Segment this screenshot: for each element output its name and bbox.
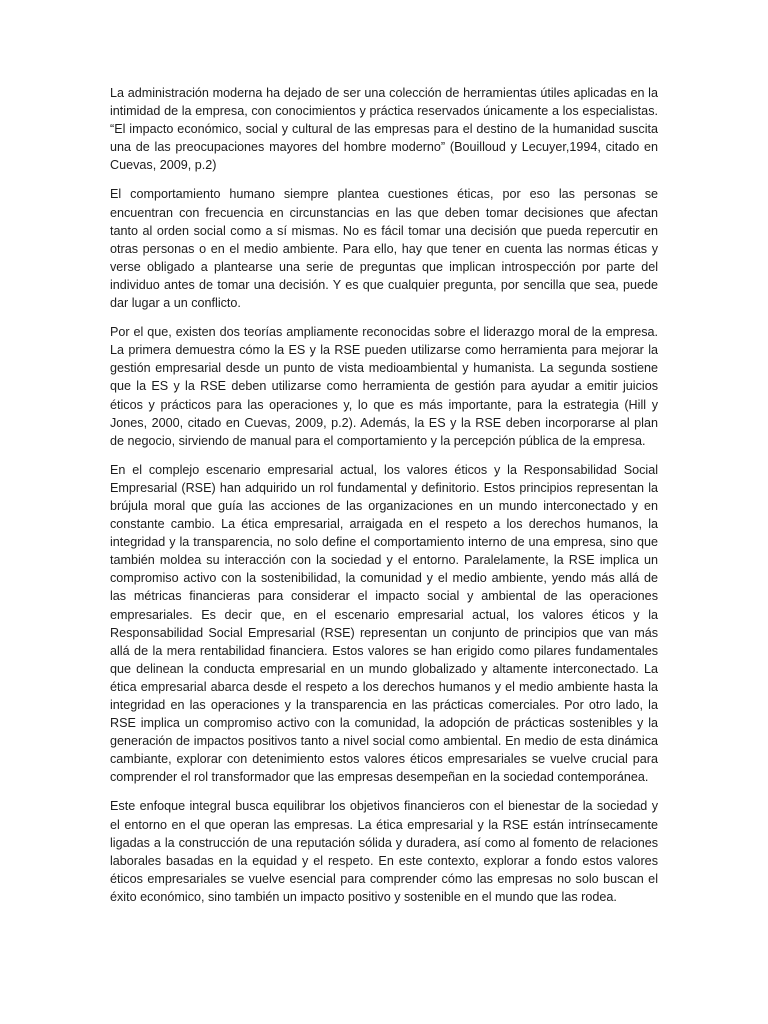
paragraph-human-behavior: El comportamiento humano siempre plantea cuestiones éticas, por eso las personas se encuentran con frecuencia en circunstancias en las que deben tomar decisiones que afectan tanto al orden social como a sí mismas. No es fácil tomar una decisión que pueda repercutir en otras personas o en el medio ambiente. Para ello, hay que tener en cuenta las normas éticas y verse obligado a plantearse una serie de preguntas que implican introspección por parte del individuo antes de tomar una decisión. Y es que cualquier pregunta, por sencilla que sea, puede dar lugar a un conflicto. — [110, 187, 658, 311]
paragraph-integral-approach: Este enfoque integral busca equilibrar los objetivos financieros con el bienestar de la sociedad y el entorno en el que operan las empresas. La ética empresarial y la RSE están intrínsecamente ligadas a la construcción de una reputación sólida y duradera, así como al fomento de relaciones laborales basadas en la equidad y el respeto. En este contexto, explorar a fondo estos valores éticos empresariales se vuelve esencial para comprender cómo las empresas no solo buscan el éxito económico, sino también un impacto positivo y sostenible en el mundo que las rodea. — [110, 799, 658, 904]
paragraph-moral-leadership: Por el que, existen dos teorías ampliamente reconocidas sobre el liderazgo moral de la empresa. La primera demuestra cómo la ES y la RSE pueden utilizarse como herramienta para mejorar la gestión empresarial desde un punto de vista medioambiental y humanista. La segunda sostiene que la ES y la RSE deben utilizarse como herramienta de gestión para ayudar a emitir juicios éticos y prácticos para las operaciones y, lo que es más importante, para la estrategia (Hill y Jones, 2000, citado en Cuevas, 2009, p.2). Además, la ES y la RSE deben incorporarse al plan de negocio, sirviendo de manual para el comportamiento y la percepción pública de la empresa. — [110, 325, 658, 448]
paragraph-ethical-values-csr: En el complejo escenario empresarial actual, los valores éticos y la Responsabilidad Social Empresarial (RSE) han adquirido un rol fundamental y definitorio. Estos principios representan la brújula moral que guía las acciones de las organizaciones en un mundo interconectado y en constante cambio. La ética empresarial, arraigada en el respeto a los derechos humanos, la integridad y la transparencia, no solo define el comportamiento interno de una empresa, sino que también moldea su interacción con la sociedad y el entorno. Paralelamente, la RSE implica un compromiso activo con la sostenibilidad, la comunidad y el medio ambiente, yendo más allá de las métricas financieras para considerar el impacto social y ambiental de las operaciones empresariales. Es decir que, en el escenario empresarial actual, los valores éticos y la Responsabilidad Social Empresarial (RSE) representan un conjunto de principios que van más allá de la mera rentabilidad financiera. Estos valores se han erigido como pilares fundamentales que delinean la conducta empresarial en un mundo globalizado y altamente interconectado. La ética empresarial abarca desde el respeto a los derechos humanos y el medio ambiente hasta la integridad en las operaciones y la transparencia en las prácticas comerciales. Por otro lado, la RSE implica un compromiso activo con la comunidad, la adopción de prácticas sostenibles y la generación de impactos positivos tanto a nivel social como ambiental. En medio de esta dinámica cambiante, explorar con detenimiento estos valores éticos empresariales se vuelve crucial para comprender el rol transformador que las empresas desempeñan en la sociedad contemporánea. — [110, 462, 658, 785]
document-body — [110, 84, 658, 917]
paragraph-intro: La administración moderna ha dejado de ser una colección de herramientas útiles aplicadas en la intimidad de la empresa, con conocimientos y práctica reservados únicamente a los especialistas. “El impacto económico, social y cultural de las empresas para el destino de la humanidad suscita una de las preocupaciones mayores del hombre moderno” (Bouilloud y Lecuyer,1994, citado en Cuevas, 2009, p.2) — [110, 86, 658, 173]
